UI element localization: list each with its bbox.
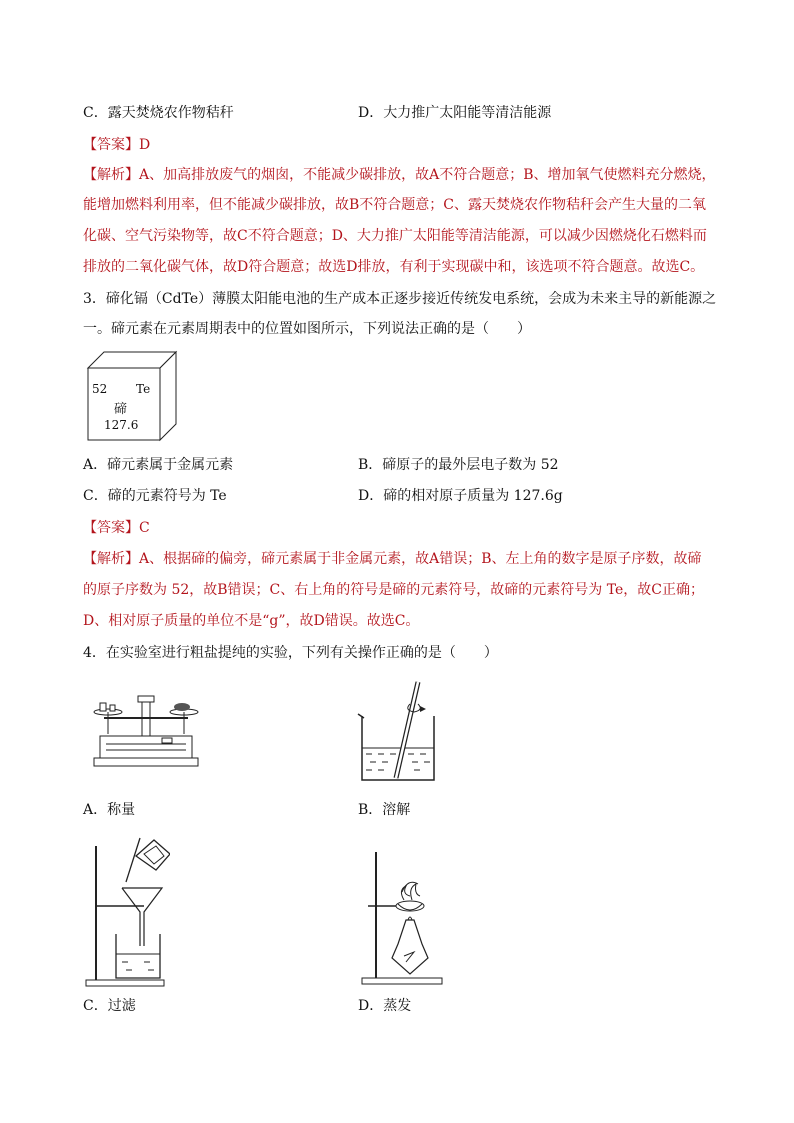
q2-analysis-line-1: 【解析】A、加高排放废气的烟囱，不能减少碳排放，故A不符合题意；B、增加氧气使燃料充分燃烧， xyxy=(83,167,716,183)
q2-analysis-line-2: 能增加燃料利用率，但不能减少碳排放，故B不符合题意；C、露天焚烧农作物秸秆会产生大量的二氧 xyxy=(83,197,706,213)
q3-stem-line-1: 3．碲化镉（CdTe）薄膜太阳能电池的生产成本正逐步接近传统发电系统，会成为未来主导的新能源之 xyxy=(83,291,717,307)
answer-tag: 【答案】 xyxy=(83,137,139,153)
atomic-mass: 127.6 xyxy=(104,418,139,432)
evaporation-setup-figure xyxy=(358,848,448,990)
element-tile xyxy=(86,350,178,442)
element-symbol: Te xyxy=(136,382,151,396)
q4-option-c: C．过滤 xyxy=(83,998,136,1014)
q4-option-d: D．蒸发 xyxy=(358,998,412,1014)
q2-option-d: D．大力推广太阳能等清洁能源 xyxy=(358,105,552,121)
answer-value: D xyxy=(139,137,151,153)
q3-analysis-line-1: 【解析】A、根据碲的偏旁，碲元素属于非金属元素，故A错误；B、左上角的数字是原子序数，故碲 xyxy=(83,551,702,567)
filtration-setup-figure xyxy=(84,836,170,988)
q2-option-c: C．露天焚烧农作物秸秆 xyxy=(83,105,234,121)
answer-value: C xyxy=(139,520,150,536)
dissolving-beaker-figure xyxy=(356,676,446,786)
q3-stem-line-2: 一。碲元素在元素周期表中的位置如图所示，下列说法正确的是（ ） xyxy=(83,321,531,337)
q3-analysis-line-2: 的原子序数为 52，故B错误；C、右上角的符号是碲的元素符号，故碲的元素符号为 Te，故C正确； xyxy=(83,582,704,598)
q3-analysis-line-3: D、相对原子质量的单位不是“g”，故D错误。故选C。 xyxy=(83,613,420,629)
q4-option-b: B．溶解 xyxy=(358,802,411,818)
q4-stem: 4．在实验室进行粗盐提纯的实验，下列有关操作正确的是（ ） xyxy=(83,645,498,661)
atomic-number: 52 xyxy=(92,382,108,396)
analysis-tag: 【解析】 xyxy=(83,167,139,183)
q3-option-d: D．碲的相对原子质量为 127.6g xyxy=(358,488,563,504)
q3-answer xyxy=(83,518,723,538)
analysis-tag: 【解析】 xyxy=(83,551,139,567)
q2-analysis-line-3: 化碳、空气污染物等，故C不符合题意；D、大力推广太阳能等清洁能源，可以减少因燃烧化石燃料而 xyxy=(83,228,707,244)
q2-analysis-line-4: 排放的二氧化碳气体，故D符合题意；故选D排放，有利于实现碳中和，该选项不符合题意。故选C。 xyxy=(83,259,705,275)
q4-option-a: A．称量 xyxy=(83,802,136,818)
q2-answer xyxy=(83,135,723,155)
q3-option-a: A．碲元素属于金属元素 xyxy=(83,457,234,473)
q3-option-b: B．碲原子的最外层电子数为 52 xyxy=(358,457,559,473)
balance-scale-figure xyxy=(86,688,206,770)
element-name: 碲 xyxy=(114,402,128,417)
answer-tag: 【答案】 xyxy=(83,520,139,536)
q3-option-c: C．碲的元素符号为 Te xyxy=(83,488,227,504)
